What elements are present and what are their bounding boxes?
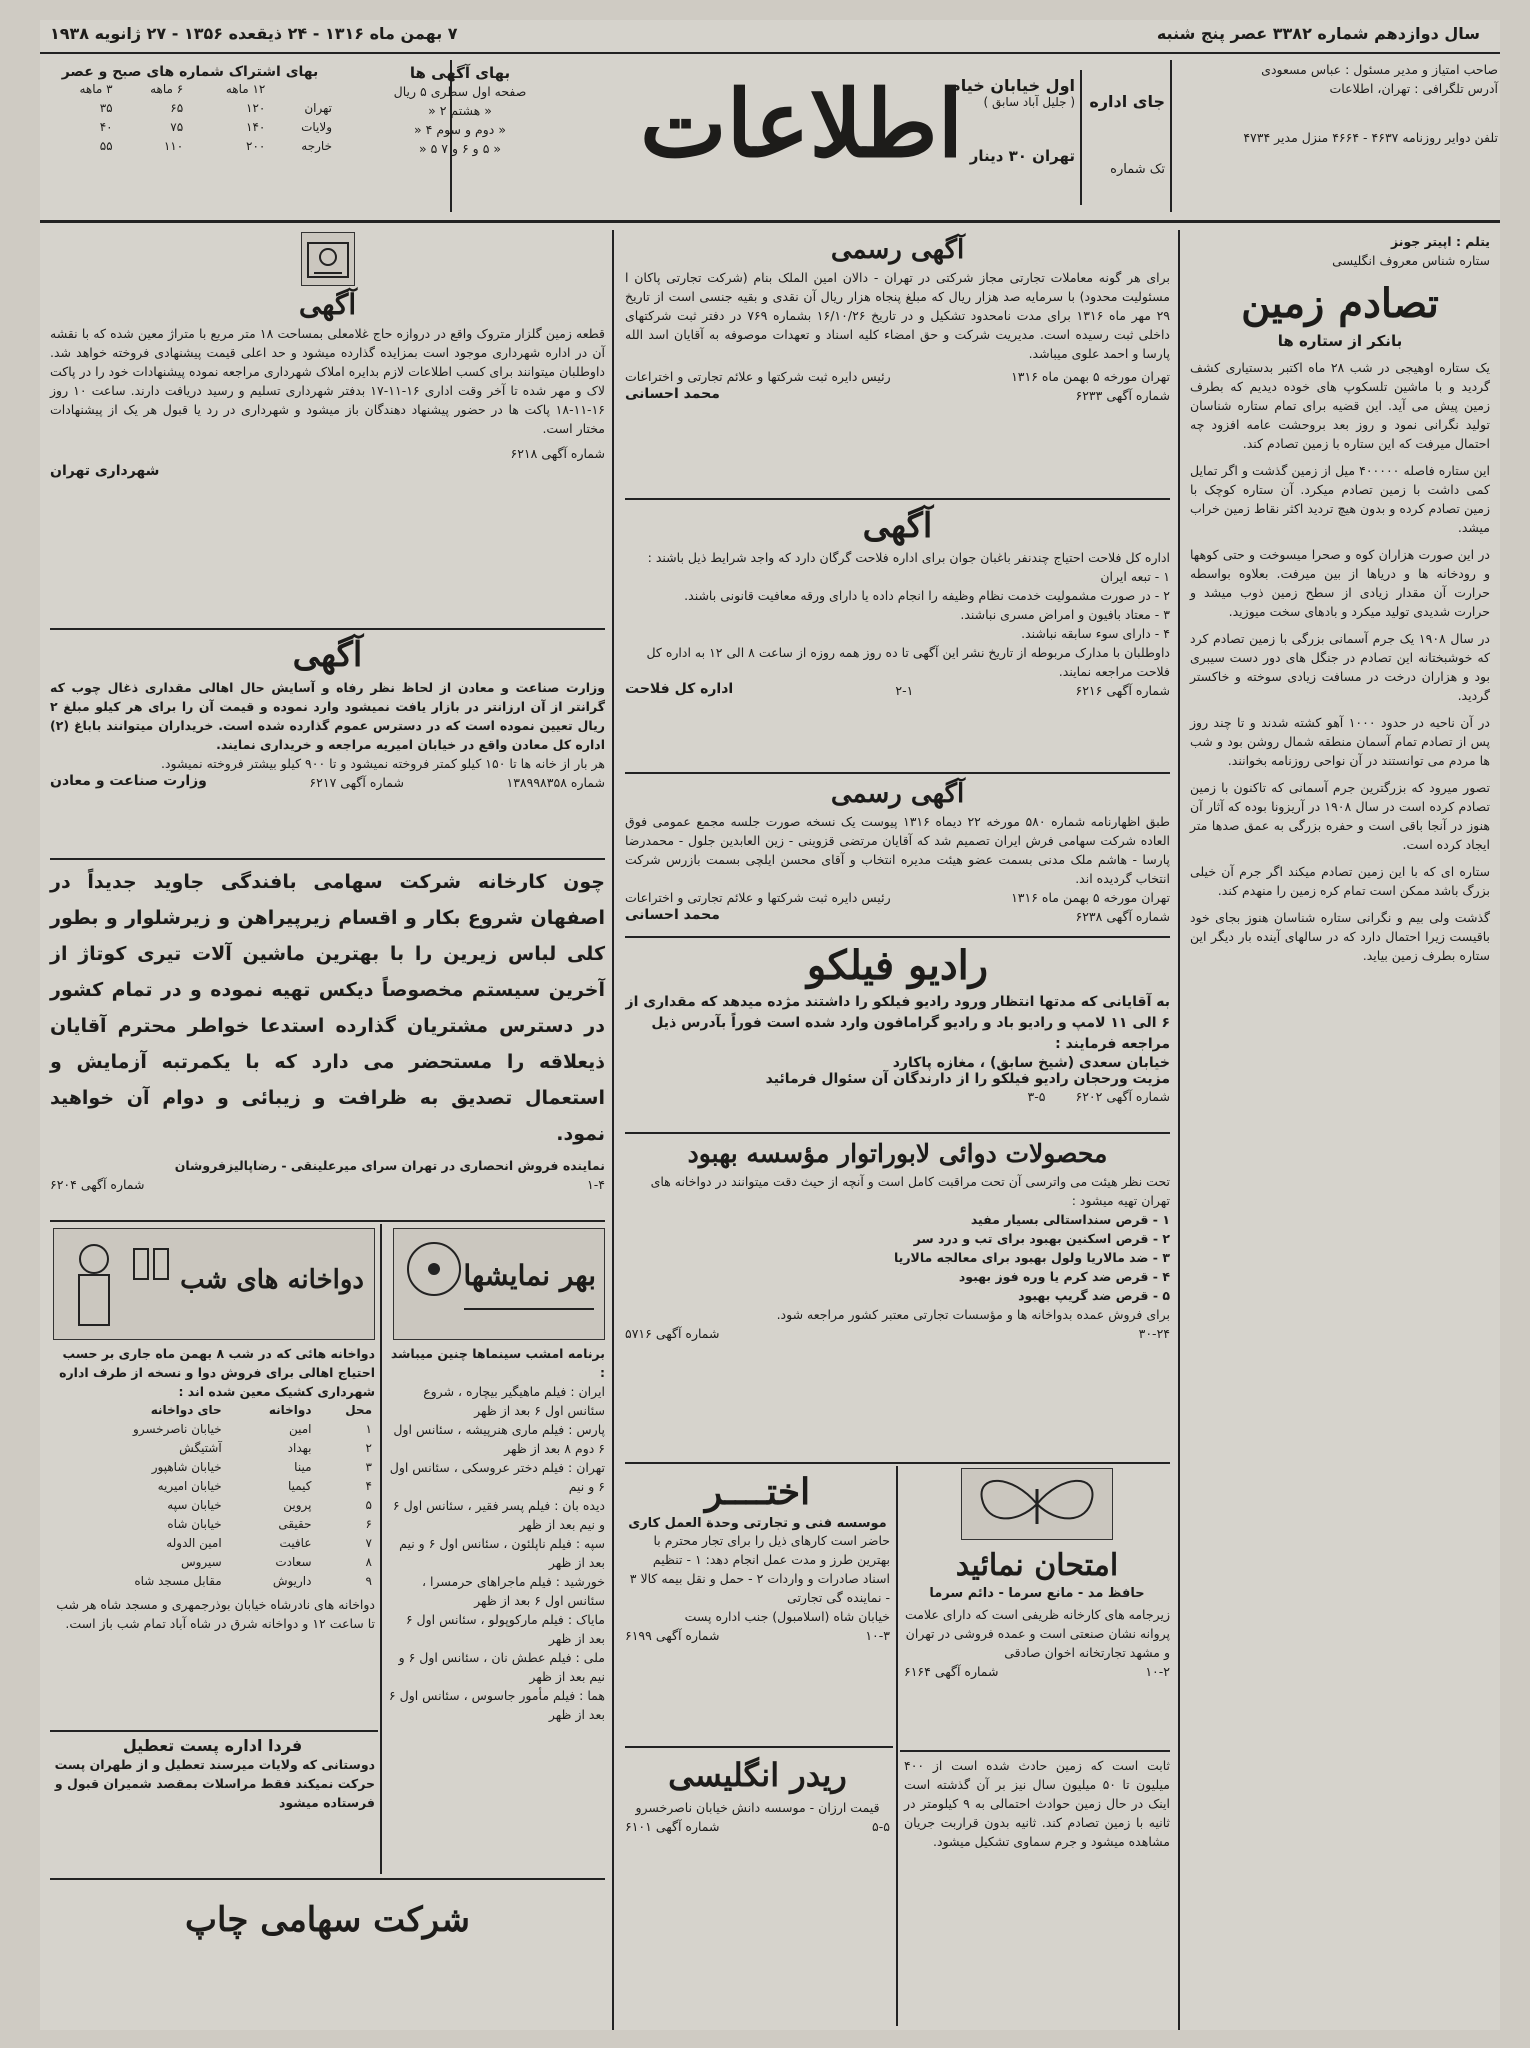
subs-header-cell: ۱۲ ماهه [225,82,266,96]
ad-exam [904,1468,1170,1681]
ad-number: شماره آگهی ۶۱۹۹ [625,1628,720,1643]
article-paragraph: گذشت ولی بیم و نگرانی ستاره شناسان هنوز بجای خود باقیست زیرا احتمال دارد که در سالهای آینده بار دیگر این ستاره بطرف زمین بیاید. [1190,910,1490,963]
pharmacy-cell: بهداد [287,1441,312,1455]
ads-price-box [300,64,620,158]
subs-cell: ۱۱۰ [163,139,184,153]
ad-number: شماره آگهی ۶۲۱۸ [510,446,605,461]
pharmacy-cell: ۳ [365,1460,372,1474]
ad-item: ۳ - معتاد بافیون و امراض مسری نباشند. [960,607,1170,622]
ad-number: شماره آگهی ۵۷۱۶ [625,1326,720,1341]
office-address-old: ( جلیل آباد سابق ) [983,95,1075,109]
ad-signer: شهرداری تهران [50,463,160,479]
ad-title: آگهی [298,288,357,321]
subscription-box [45,64,335,156]
post-title: فردا اداره پست تعطیل [122,1736,303,1755]
pharmacy-cell: ۸ [365,1555,372,1569]
pharmacy-row [50,1477,375,1496]
ad-date: تهران مورخه ۵ بهمن ماه ۱۳۱۶ [1011,369,1170,384]
pharmacy-cell: خیابان ناصرخسرو [133,1422,222,1436]
pharmacy-cell: پروین [283,1498,312,1512]
pharmacy-cell: امین الدوله [166,1536,222,1550]
pharmacy-cell: مقابل مسجد شاه [134,1574,222,1588]
ad-number: شماره آگهی ۶۲۰۴ [50,1177,145,1192]
pharmacy-note: دواخانه های نادرشاه خیابان بوذرجمهری و مسجد شاه هر شب تا ساعت ۱۲ و دواخانه شرق در شاه آباد تمام شب باز است. [56,1597,375,1631]
ad-item: ۲ - در صورت مشمولیت خدمت نظام وظیفه را انجام داده یا دارای ورقه معافیت قانونی باشند. [684,588,1170,603]
cinema-item: سپه : فیلم ناپلئون ، سئانس اول ۶ و نیم بعد از ظهر [399,1536,605,1570]
pharmacy-cell: امین [288,1422,312,1436]
ad-gardeners [625,504,1170,700]
subs-row [45,118,335,137]
pharmacy-row [50,1534,375,1553]
ad-title: آگهی رسمی [830,779,965,809]
radio-address: خیابان سعدی (شیخ سابق) ، مغازه پاکارد [892,1055,1170,1071]
pharmacy-cell: ۱ [365,1422,372,1436]
left-rule-3 [50,1220,605,1222]
ad-reader [625,1752,890,1836]
ad-behbood-lab [625,1136,1170,1343]
issue-date: ۷ بهمن ماه ۱۳۱۶ - ۲۴ ذیقعده ۱۳۵۶ - ۲۷ ژانویه ۱۹۳۸ [50,24,458,43]
pharmacy-cell: ۲ [365,1441,372,1455]
lion-sun-emblem-icon [302,233,354,285]
ad-municipality [50,232,605,479]
article-paragraph: این ستاره فاصله ۴۰۰۰۰۰ میل از زمین گذشت و اگر تمایل کمی داشت با زمین تصادم میکرد. آن ستاره کوچک با زمین تصادم کرده و بدون هیچ تردید اکثر نقاط زمین خراب میشد. [1190,463,1490,535]
post-text: دوستانی که ولایات میرسند تعطیل و از طهران پست حرکت نمیکند فقط مراسلات بمقصد شمیران قبول و فرستاده میشود [54,1757,375,1810]
ad-javid-factory [50,864,605,1194]
ikhtar-text: حاضر است کارهای ذیل را برای تجار محترم با بهترین طرز و مدت عمل انجام دهد: ۱ - تنظیم اسناد صادرات و واردات ۲ - حمل و نقل بیمه کالا ۳ - نماینده گی تجارتی [629,1533,890,1605]
factory-note: نماینده فروش انحصاری در تهران سرای میرعلینقی - رضاپالیزفروشان [174,1158,605,1173]
pharmacy-cell: ۴ [365,1479,372,1493]
subs-row [45,137,335,156]
article-paragraph: یک ستاره اوهیجی در شب ۲۸ ماه اکتبر بدستیاری کشف گردید و با ماشین تلسکوپ های خوده دیدیم که بطرف زمین پیش می آید. این قضیه برای تمام ستاره شناسان تولید نگرانی نمود و روز بعد بروحشت عامه افزود چه احتمال میرفت که این ستاره با زمین تصادم کند. [1190,360,1490,451]
pharmacy-header-cell: حای دواخانه [150,1403,222,1417]
left-rule-5 [50,1878,605,1880]
lab-item: ۲ - قرص اسکنین بهبود برای تب و درد سر [913,1231,1170,1246]
ad-number: شماره آگهی ۶۲۳۳ [1075,388,1170,403]
lab-item: ۳ - ضد مالاریا ولول بهبود برای معالجه مالاریا [893,1250,1170,1265]
ad-number: شماره آگهی ۶۲۱۶ [1075,683,1170,698]
lab-outro: برای فروش عمده بدواخانه ها و مؤسسات تجارتی معتبر کشور مراجعه شود. [776,1307,1170,1322]
ad-title: آگهی [292,635,363,675]
pharmacy-row [50,1553,375,1572]
article-paragraph: ستاره ای که با این زمین تصادم میکند اگر جرم آن خیلی بزرگ باشد ممکن است تمام کره زمین را منهدم کند. [1190,864,1490,898]
cinema-item: خورشید : فیلم ماجراهای حرمسرا ، سئانس اول ۶ بعد از ظهر [422,1574,605,1608]
ad-ref: شماره ۱۳۸۹۹۸۳۵۸ [506,775,605,790]
pharmacy-cell: کیمیا [287,1479,312,1493]
ad-number: شماره آگهی ۶۱۰۱ [625,1819,720,1834]
article-title: تصادم زمین [1241,280,1439,327]
subs-cell: ولایات [301,120,332,134]
subs-cell: ۲۰۰ [246,139,266,153]
lab-title: محصولات دوائی لابوراتوار مؤسسه بهبود [687,1139,1108,1168]
ads-price-row: « دوم و سوم ۴ « [414,122,506,137]
cinema-listings [388,1228,605,1724]
ad-code: ۵-۵ [872,1819,890,1834]
ad-note: هر بار از خانه ها تا ۱۵۰ کیلو کمتر فروخته نمیشود و تا ۹۰۰ کیلو بیشتر فروخته نمیشود. [161,756,605,771]
subs-header-cell: ۶ ماهه [150,82,184,96]
subs-cell: ۱۲۰ [246,101,266,115]
subs-header-cell [268,80,335,99]
masthead-rule [40,220,1500,223]
ad-item: ۱ - تبعه ایران [1100,569,1170,584]
publisher: صاحب امتیاز و مدیر مسئول : عباس مسعودی [1261,62,1498,77]
subs-cell: خارجه [301,139,332,153]
post-office-notice [50,1736,375,1812]
pharmacy-cell: عافیت [279,1536,312,1550]
radio-text: به آقایانی که مدتها انتظار ورود رادیو فیلکو را داشتند مژده میدهد که مقداری از ۶ الی ۱۱ لامپ و رادیو باد و رادیو گرامافون وارد شده است فوراً بآدرس ذیل مراجعه فرمایند : [625,994,1170,1052]
subs-header-cell: ۳ ماهه [79,82,113,96]
office-label: جای اداره [1089,92,1165,111]
pharmacy-row [50,1458,375,1477]
cinema-item: پارس : فیلم ماری هنرپیشه ، سئانس اول ۶ دوم ۸ بعد از ظهر [393,1422,605,1456]
issue-info: سال دوازدهم شماره ۳۳۸۲ عصر پنج شنبه [1156,24,1480,43]
pharmacy-cell: سیروس [180,1555,222,1569]
subs-table [45,80,335,156]
butterfly-icon [962,1469,1112,1539]
ad-text: برای هر گونه معاملات تجارتی مجاز شرکتی در تهران - دالان امین الملک بنام (شرکت تجارتی پاکان ا مسئولیت محدود) با سرمایه صد هزار ریال که مبلغ پنجاه هزار ریال آن نقدی و بقیه جنسی است از تاریخ ۲۹ مهر ماه ۱۳۱۶ برای مدت نامحدود تشکیل و در تاریخ ۱۶/۱۰/۲۶ بشماره ۷۶۹ در دفتر ثبت شرکتهای داخلی ثبت رسیده است. مدیریت شرکت و حق امضاء کلیه اسناد و تعهدات موصوفه به آقایان اسد الله پارسا و احمد علوی میباشد. [625,270,1170,361]
pharmacy-row [50,1515,375,1534]
mast-divider-1 [1170,60,1172,212]
ad-ikhtar [625,1468,890,1645]
ad-code: ۱۰-۳ [865,1628,890,1643]
article-paragraph: تصور میرود که بزرگترین جرم آسمانی که تاکنون با زمین تصادم کرده است در سال ۱۹۰۸ در آریزونا بوده که آثار آن هنوز در آنجا باقی است و حفره بزرگی به عمق صدها متر ایجاد کرده است. [1190,780,1490,852]
ad-signer: اداره کل فلاحت [625,681,734,697]
office-address: اول خیابان خیام [949,76,1075,95]
article-paragraph: در سال ۱۹۰۸ یک جرم آسمانی بزرگی با زمین تصادم کرد که خوشبختانه این تصادم در جنگل های دور دست سیبری بود و هزاران درخت در مسافت زیادی سوخته و خاکستر گردید. [1190,631,1490,703]
article-collision [1190,232,1490,965]
pharmacy-cell: ۵ [365,1498,372,1512]
ad-signer: محمد احسانی [625,907,720,923]
ad-sign-role: رئیس دایره ثبت شرکتها و علائم تجارتی و اختراعات [625,890,891,905]
cinema-item: مایاک : فیلم مارکوپولو ، سئانس اول ۶ بعد از ظهر [405,1612,605,1646]
ad-signer: محمد احسانی [625,386,720,402]
ad-number: شماره آگهی ۶۲۰۲ [1075,1089,1170,1104]
subs-title: بهای اشتراک شماره های صبح و عصر [61,64,319,80]
single-price: تهران ۳۰ دینار [969,147,1075,165]
subs-cell: ۶۵ [170,101,184,115]
exam-subtitle: حافظ مد - مانع سرما - دائم سرما [929,1586,1145,1601]
lab-intro: تحت نظر هیئت می واترسی آن تحت مراقبت کامل است و آنچه از حیث دقت میتوانند در دواخانه های تهران تهیه میشود : [650,1174,1170,1208]
official-ad-1 [625,232,1170,405]
mid-split-rule [896,1466,898,2026]
exam-text: زیرجامه های کارخانه ظریفی است که دارای علامت پروانه نشان صنعتی است و عمده فروشی در تهران و مشهد تجارتخانه اخوان صادقی [904,1607,1170,1660]
subs-cell: ۷۵ [170,120,184,134]
ikhtar-address: خیابان شاه (اسلامبول) جنب اداره پست [684,1609,890,1624]
cinema-item: هما : فیلم مأمور جاسوس ، سئانس اول ۶ بعد از ظهر [388,1688,605,1722]
col-rule-right [1178,230,1180,2030]
ads-price-row: « ۵ و ۶ و ۷ ۵ « [418,141,502,156]
cinema-item: ملی : فیلم عطش نان ، سئانس اول ۶ و نیم بعد از ظهر [398,1650,605,1684]
pharmacy-cell: ۷ [365,1536,372,1550]
left-split-rule [380,1224,382,1874]
ad-code: ۱-۴ [587,1177,605,1192]
subs-cell: ۱۴۰ [246,120,266,134]
article-paragraph: در این صورت هزاران کوه و صحرا میسوخت و حتی کوهها و رودخانه ها و دریاها از بین میرفت. بعلاوه بواسطه حرارت آن مقدار زیادی از سطح زمین ذوب میشد و حرارت شدیدی تولید میکرد و بادهای سخت میوزید. [1190,547,1490,619]
cinema-intro: برنامه امشب سینماها چنین میباشد : [390,1346,605,1380]
pharmacy-table [50,1401,375,1591]
telegram-address: آدرس تلگرافی : تهران، اطلاعات [1329,81,1498,96]
newspaper-page [40,20,1500,2030]
ad-number: شماره آگهی ۶۲۳۸ [1075,909,1170,924]
ad-intro: اداره کل فلاحت احتیاج چندنفر باغبان جوان برای اداره فلاحت گرگان دارد که واجد شرایط ذیل باشند : [647,550,1170,565]
reader-text: قیمت ارزان - موسسه دانش خیابان ناصرخسرو [635,1800,880,1815]
mid-rule-7 [625,1746,893,1748]
lab-item: ۴ - قرص ضد کرم یا وره فوز بهبود [958,1269,1170,1284]
left-rule-4 [50,1730,378,1732]
cinema-item: تهران : فیلم دختر عروسکی ، سئانس اول ۶ و نیم [389,1460,605,1494]
mid-rule-5 [625,1462,1170,1464]
pharmacy-cell: حقیقی [278,1517,312,1531]
masthead-title: اطلاعات [640,70,964,178]
pharmacy-row [50,1420,375,1439]
subs-row [45,99,335,118]
pharmacy-header-cell: دواخانه [268,1403,312,1417]
mid-rule-2 [625,772,1170,774]
pharmacy-cell: سعادت [275,1555,312,1569]
butterfly-illustration [961,1468,1113,1540]
ads-price-row: « هشتم ۲ « [428,103,492,118]
cinema-title: بهر نمایشها [463,1259,596,1292]
pharmacy-cell: آشتیگش [179,1441,222,1455]
col-rule-left [612,230,614,2030]
radio-note: مزیت ورحجان رادیو فیلکو را از دارندگان آن سئوال فرمائید [765,1071,1170,1087]
pharmacy-banner [53,1228,375,1340]
ad-title: آگهی رسمی [830,235,965,265]
pharmacy-cell: مینا [294,1460,312,1474]
printing-company: شرکت سهامی چاپ [185,1900,470,1940]
pharmacy-cell: خیابان امیریه [157,1479,222,1493]
subs-cell: ۵۵ [99,139,113,153]
ad-text: طبق اظهارنامه شماره ۵۸۰ مورخه ۲۲ دیماه ۱۳۱۶ پیوست یک نسخه صورت جلسه مجمع عمومی فوق العاده شرکت سهامی فرش ایران تصمیم شد که آقایان مرتضی قزوینی - زین العابدین جلول - محمدرضا پارسا - هاشم ملک مدنی بسمت عضو هیئت مدیره انتخاب و آقای محسن ایلچی بسمت بازرس شرکت انتخاب گردیده اند. [625,814,1170,886]
article-kicker-2: ستاره شناس معروف انگلیسی [1332,253,1490,268]
lab-item: ۵ - قرص ضد گریپ بهبود [1018,1288,1170,1303]
night-pharmacies [50,1228,375,1633]
ad-code: ۲-۱ [895,683,914,698]
single-label: تک شماره [1110,162,1165,177]
radio-title: رادیو فیلکو [806,942,989,989]
ad-number: شماره آگهی ۶۲۱۷ [309,775,404,790]
ad-title: آگهی [862,506,933,546]
mid-rule-6 [900,1750,1170,1752]
lab-item: ۱ - قرص سنداستالی بسیار مفید [970,1212,1170,1227]
exam-title: امتحان نمائید [955,1548,1119,1583]
pharmacy-row [50,1439,375,1458]
emblem-illustration [301,232,355,286]
ads-price-title: بهای آگهی ها [409,64,511,82]
pharmacy-header-cell: محل [345,1403,372,1417]
cinema-item: ایران : فیلم ماهیگیر بیچاره ، شروع سئانس اول ۶ بعد از ظهر [423,1384,605,1418]
publisher-info [1180,60,1498,147]
factory-text: چون کارخانه شرکت سهامی بافندگی جاوید جدیداً در اصفهان شروع بکار و اقسام زیرپیراهن و زیرشلوار و بطور کلی لباس زیرین را با بهترین ماشین آلات تیری کوتاژ از آخرین سیستم مخصوصاً دیکس تهیه نموده و در تمام کشور در دسترس مشتریان گذارده استدعا خواطر محترم آقایان ذیعلاقه را مستحضر می دارد که با یکمرتبه آزمایش و استعمال تصدیق به ظرافت و زیبائی و دوام آن خواهید نمود. [50,871,605,1145]
mast-divider-2 [1080,70,1082,205]
left-rule-1 [50,628,605,630]
pharmacy-row [50,1496,375,1515]
ad-radio-philco [625,940,1170,1106]
left-rule-2 [50,858,605,860]
subs-cell: ۴۰ [99,120,113,134]
pharmacy-title: دواخانه های شب [180,1265,364,1295]
mid-rule-1 [625,498,1170,500]
ad-outro: داوطلبان با مدارک مربوطه از تاریخ نشر این آگهی تا ده روز همه روزه از ساعت ۸ الی ۱۲ به اداره کل فلاحت مراجعه نمایند. [646,645,1170,679]
ad-date: تهران مورخه ۵ بهمن ماه ۱۳۱۶ [1011,890,1170,905]
ads-price-sub: صفحه اول سطری ۵ ریال [393,84,527,99]
ikhtar-subtitle: موسسه فنی و تجارتی وحدة العمل کاری [628,1516,887,1531]
pharmacy-row [50,1572,375,1591]
ad-text: وزارت صناعت و معادن از لحاظ نظر رفاه و آسایش حال اهالی مقداری ذغال چوب که گرانتر از آن ارزانتر در بازار یافت نمیشود وارد نموده و قیمت آن را برای هر کیلو مبلغ ۲ ریال تعیین نموده است که در دسترس عموم گذارده شده است. خریداران میتوانند باباغ (۲) اداره کل معادن واقع در خیابان امیریه مراجعه و خریداری نمایند. [50,680,605,752]
cinema-banner [393,1228,605,1340]
article-paragraph: در آن ناحیه در حدود ۱۰۰۰ آهو کشته شدند و تا چند روز پس از تصادم تمام آسمان منطقه شمال روشن بود و شب ها مردم می توانستند در آن نواحی روزنامه بخوانند. [1190,715,1490,768]
article-kicker: یتلم : اپیتر جونز [1390,234,1490,249]
ad-mines-ministry [50,632,605,792]
ad-number: شماره آگهی ۶۱۶۴ [904,1664,999,1679]
mid-rule-3 [625,936,1170,938]
pharmacy-cell: ۹ [365,1574,372,1588]
top-rule [40,52,1500,54]
subs-cell: ۳۵ [99,101,113,115]
ad-code: ۱۰-۲ [1145,1664,1170,1679]
pharmacy-cell: ۶ [365,1517,372,1531]
mid-rule-4 [625,1132,1170,1134]
phones: تلفن دوایر روزنامه ۴۶۳۷ - ۴۶۶۴ منزل مدیر ۴۷۳۴ [1243,130,1498,145]
subs-cell: تهران [304,101,332,115]
pharmacy-cell: خیابان سپه [167,1498,222,1512]
pharmacy-cell: داریوش [272,1574,312,1588]
cinema-item: دیده بان : فیلم پسر فقیر ، سئانس اول ۶ و نیم بعد از ظهر [392,1498,605,1532]
ad-text: قطعه زمین گلزار متروک واقع در دروازه حاج غلامعلی بمساحت ۱۸ متر مربع با متراژ معین شده که با نقشه آن در اداره شهرداری موجود است بمزایده گذارده میشود و حد اعلی قیمت پیشنهادی فروخته خواهد شد. داوطلبان میتوانند برای کسب اطلاعات لازم بدایره املاک شهرداری مراجعه نموده پیشنهادات خود را در پاکت لاک و مهر شده تا آخر وقت اداری ۱۶-۱۱-۱۷ بدفتر شهرداری تسلیم و رسید دریافت دارند. ساعت ۱۰ روز ۱۶-۱۱-۱۸ پاکت ها در حضور پیشنهاد دهندگان باز میشود و شهرداری در رد یا قبول هر یک از پیشنهادات مختار است. [50,326,605,436]
reader-title: ریدر انگلیسی [668,1756,847,1794]
pharmacy-intro: دواخانه هائی که در شب ۸ بهمن ماه جاری بر حسب احتیاج اهالی برای فروش دوا و نسخه از طرف اداره شهرداری کشیک معین شده اند : [59,1346,375,1399]
article-subtitle: بانکر از ستاره ها [1277,332,1403,350]
ad-code: ۳-۵ [1027,1089,1046,1104]
ikhtar-title: اختــــر [704,1471,811,1513]
pharmacy-cell: خیابان شاهپور [151,1460,222,1474]
article-continued: ثابت است که زمین حادث شده است از ۴۰۰ میلیون تا ۵۰ میلیون سال نیز بر آن گذشته است اینک در حال زمین حوادث احتمالی به ۹ کیلومتر در ثانیه با زمین تصادم کند. ثانیه بدون قراربت جریان مشاهده میشود و جرم سماوی تشکیل میشود. [904,1758,1171,1849]
ad-code: ۳۰-۲۴ [1138,1326,1170,1341]
pharmacy-cell: خیابان شاه [167,1517,222,1531]
ad-item: ۴ - دارای سوء سابقه نباشند. [1021,626,1170,641]
official-ad-2 [625,776,1170,926]
ad-signer: وزارت صناعت و معادن [50,773,207,789]
ad-sign-role: رئیس دایره ثبت شرکتها و علائم تجارتی و اختراعات [625,369,891,384]
